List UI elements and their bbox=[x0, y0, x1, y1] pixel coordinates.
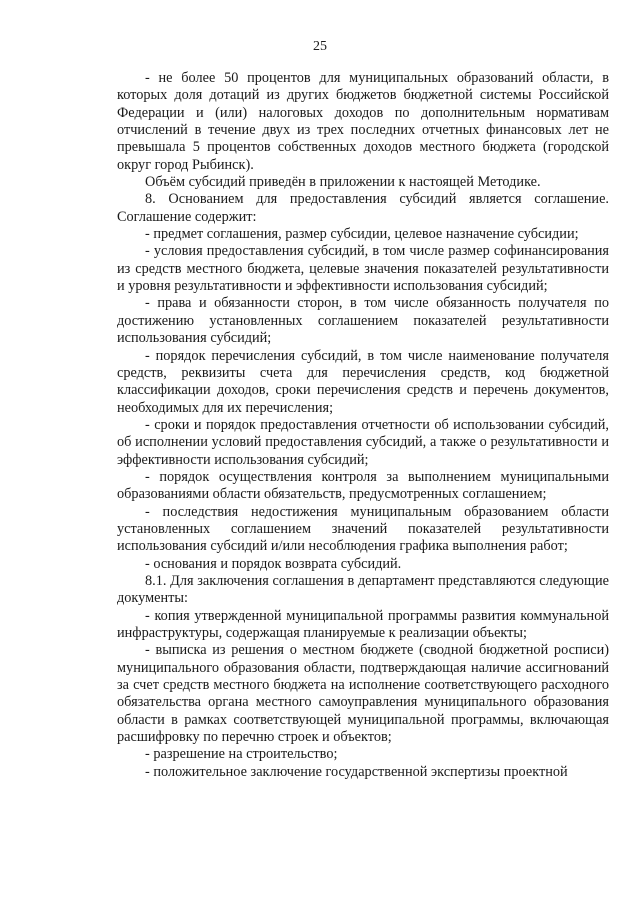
list-item-program-copy: - копия утвержденной муниципальной программы развития коммунальной инфраструктуры, содержащая планируемые к реализации объекты; bbox=[117, 607, 609, 641]
document-body bbox=[117, 70, 609, 781]
page-number: 25 bbox=[313, 39, 327, 54]
paragraph-limit-50-percent: - не более 50 процентов для муниципальных образований области, в которых доля дотаций из других бюджетов бюджетной системы Российской Федерации и (или) налоговых доходов по дополнительным нормативам отчислений в течение двух из трех последних отчетных финансовых лет не превышала 5 процентов собственных доходов местного бюджета (городской округ город Рыбинск). bbox=[117, 70, 609, 173]
list-item-conditions: - условия предоставления субсидий, в том числе размер софинансирования из средств местного бюджета, целевые значения показателей результативности и уровня результативности и эффективности использования субсидий; bbox=[117, 243, 609, 295]
list-item-reporting: - сроки и порядок предоставления отчетности об использовании субсидий, об исполнении условий предоставления субсидий, а также о результативности и эффективности использования субсидий; bbox=[117, 416, 609, 468]
list-item-refund-grounds: - основания и порядок возврата субсидий. bbox=[145, 555, 402, 572]
list-item-building-permit: - разрешение на строительство; bbox=[145, 746, 338, 763]
list-item-control: - порядок осуществления контроля за выполнением муниципальными образованиями области обязательств, предусмотренных соглашением; bbox=[117, 468, 609, 503]
list-item-transfer-procedure: - порядок перечисления субсидий, в том числе наименование получателя средств, реквизиты счета для перечисления средств, код бюджетной классификации доходов, сроки перечисления средств и перечень документов, необходимых для их перечисления; bbox=[117, 347, 609, 416]
list-item-consequences: - последствия недостижения муниципальным образованием области установленных соглашением значений показателей результативности использования субсидий и/или несоблюдения графика выполнения работ; bbox=[117, 503, 609, 555]
list-item-rights-obligations: - права и обязанности сторон, в том числе обязанность получателя по достижению установленных соглашением показателей результативности использования субсидий; bbox=[117, 295, 609, 347]
paragraph-subsidy-volume: Объём субсидий приведён в приложении к настоящей Методике. bbox=[145, 174, 541, 191]
list-item-expertise-conclusion: - положительное заключение государственной экспертизы проектной bbox=[145, 763, 568, 780]
paragraph-section-8: 8. Основанием для предоставления субсидий является соглашение. Соглашение содержит: bbox=[117, 191, 609, 225]
list-item-budget-extract: - выписка из решения о местном бюджете (сводной бюджетной росписи) муниципального образования области, подтверждающая наличие ассигнований за счет средств местного бюджета на исполнение соответствующего расходного обязательства органа местного самоуправления муниципального образования области в рамках соответствующей муниципальной программы, включающая расшифровку по перечню строек и объектов; bbox=[117, 642, 609, 746]
list-item-subject-of-agreement: - предмет соглашения, размер субсидии, целевое назначение субсидии; bbox=[145, 226, 579, 243]
paragraph-section-8-1: 8.1. Для заключения соглашения в департамент представляются следующие документы: bbox=[117, 572, 609, 607]
